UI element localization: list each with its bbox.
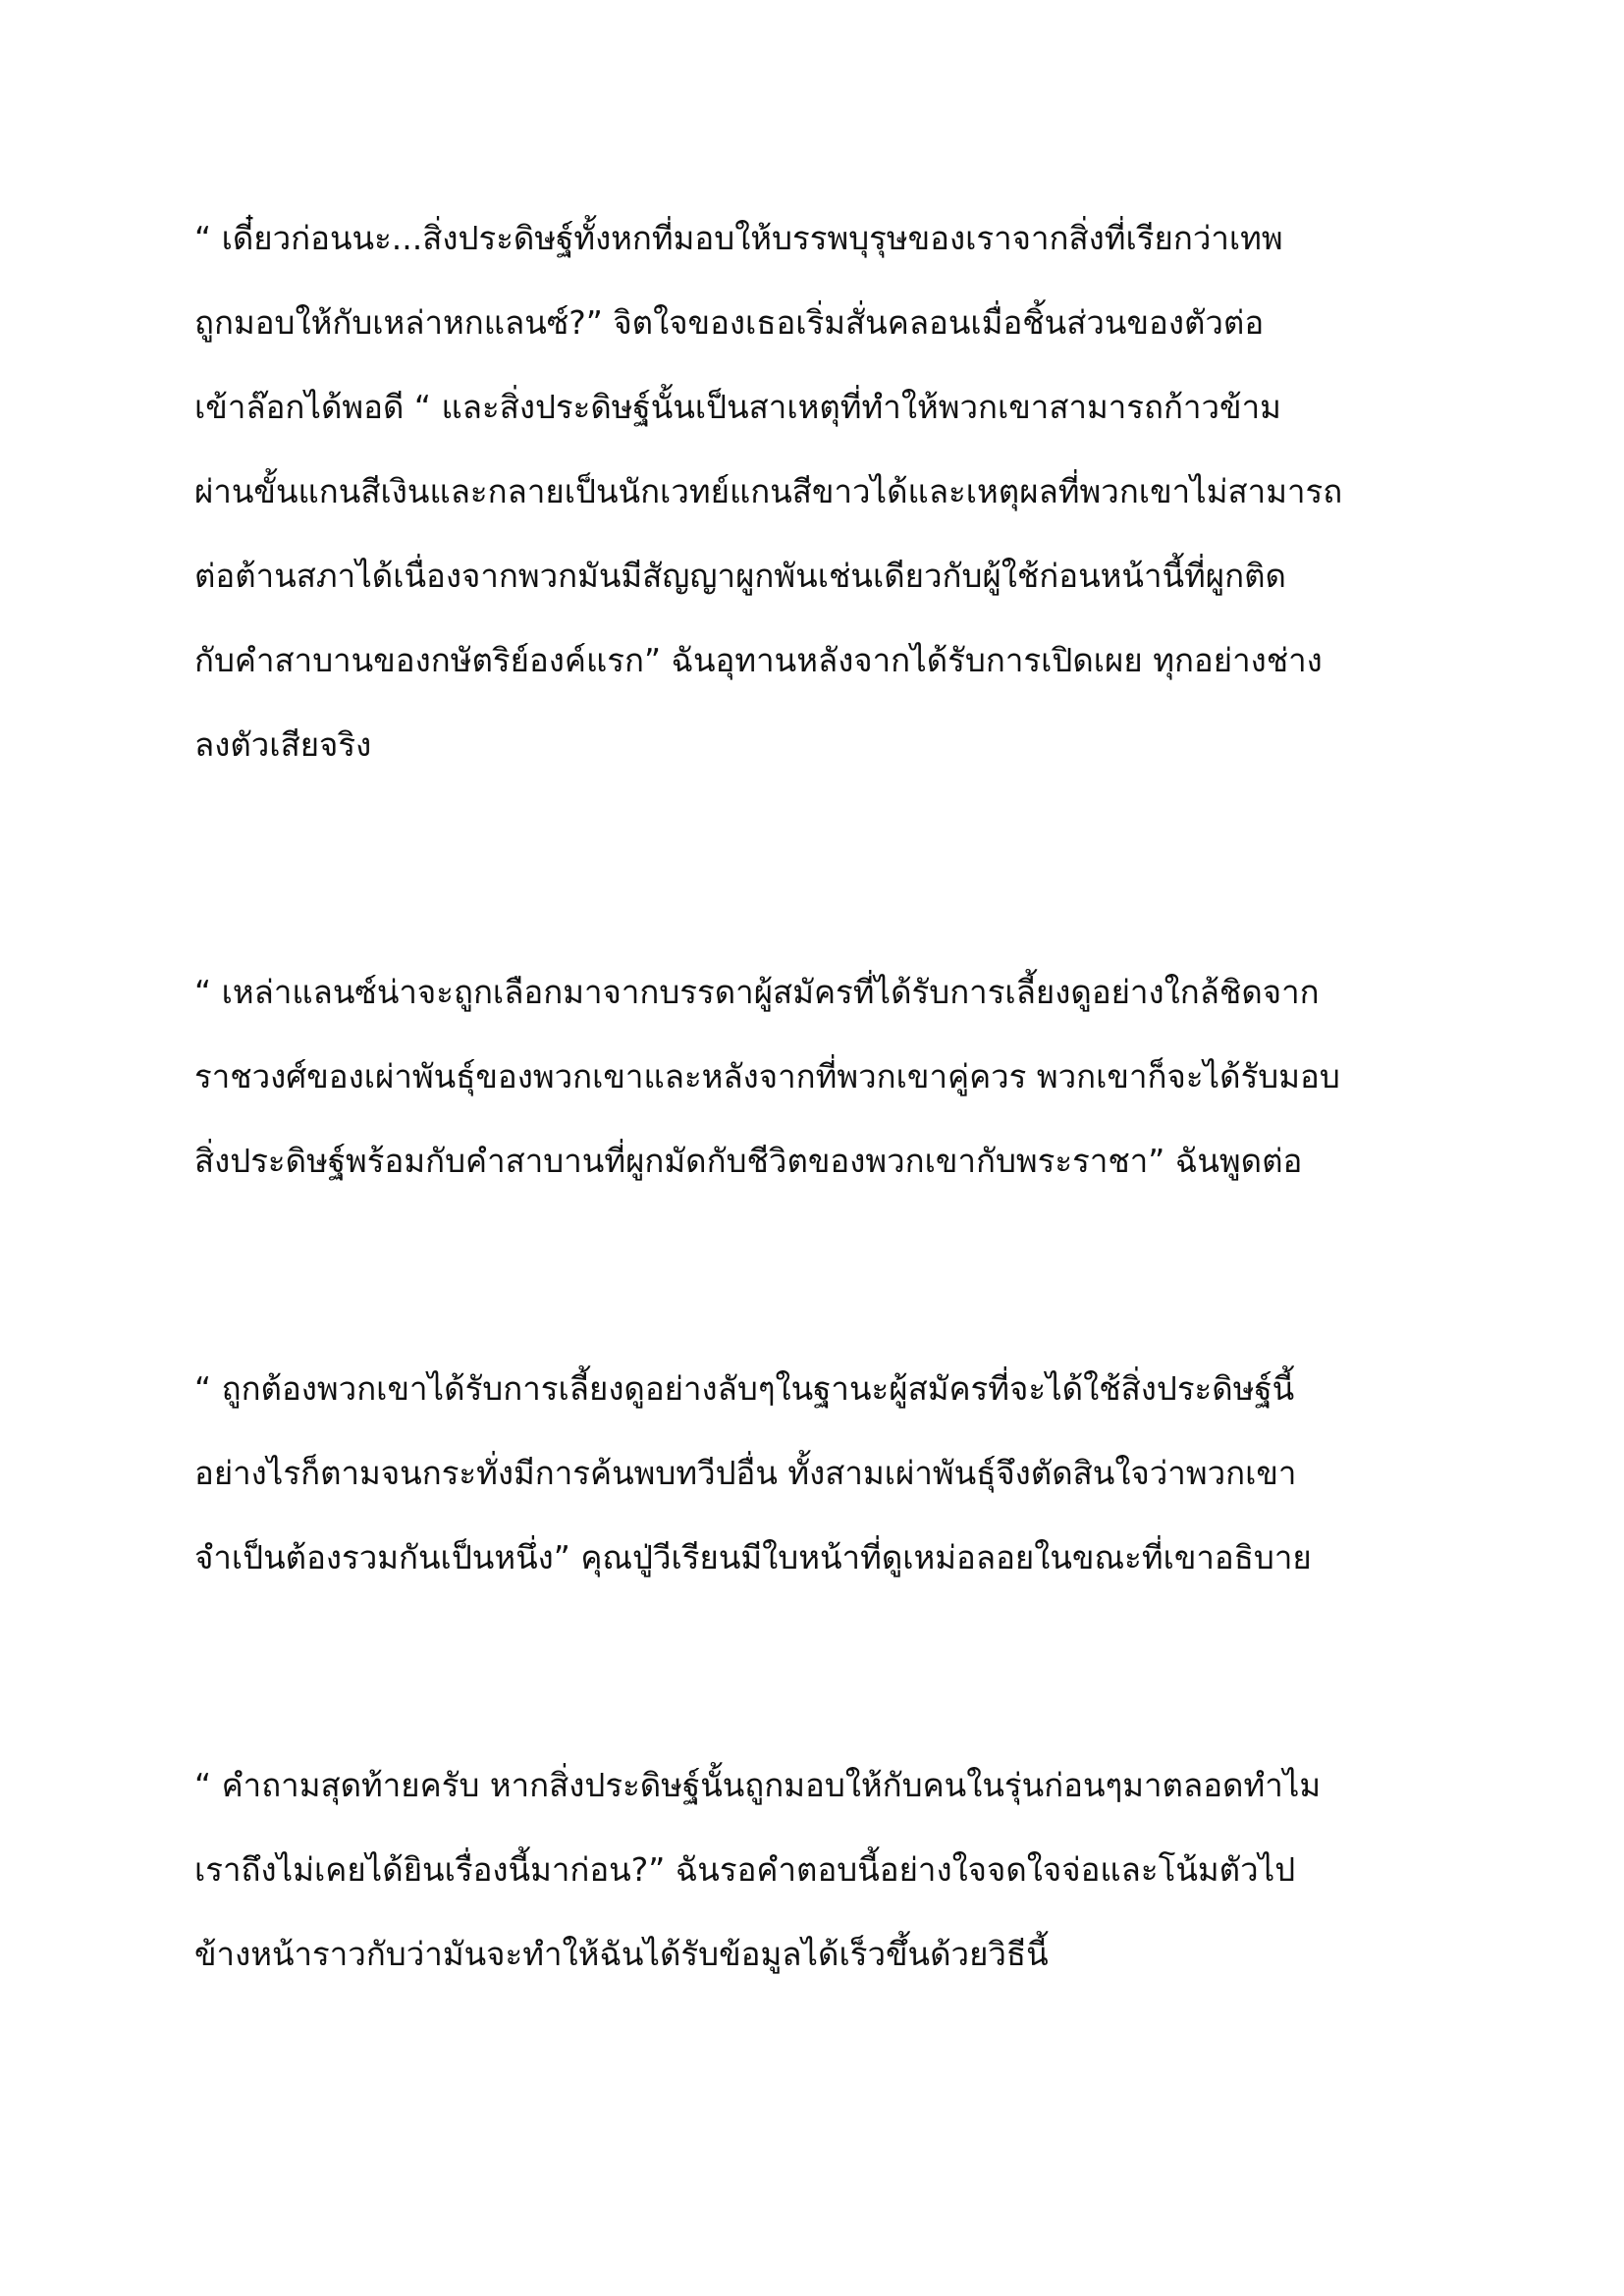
text-line: “ เดี๋ยวก่อนนะ...สิ่งประดิษฐ์ทั้งหกที่มอบให้บรรพบุรุษของเราจากสิ่งที่เรียกว่าเทพ xyxy=(194,219,1283,257)
paragraph-4 xyxy=(194,1743,1471,1997)
text-line: “ คำถามสุดท้ายครับ หากสิ่งประดิษฐ์นั้นถูกมอบให้กับคนในรุ่นก่อนๆมาตลอดทำไม xyxy=(194,1766,1322,1804)
text-line: ราชวงศ์ของเผ่าพันธุ์ของพวกเขาและหลังจากที่พวกเขาคู่ควร พวกเขาก็จะได้รับมอบ xyxy=(194,1057,1340,1095)
text-line: ลงตัวเสียจริง xyxy=(194,725,372,764)
text-line: “ เหล่าแลนซ์น่าจะถูกเลือกมาจากบรรดาผู้สมัครที่ได้รับการเลี้ยงดูอย่างใกล้ชิดจาก xyxy=(194,973,1320,1011)
paragraph-2 xyxy=(194,950,1471,1203)
text-line: ผ่านขั้นแกนสีเงินและกลายเป็นนักเวทย์แกนสีขาวได้และเหตุผลที่พวกเขาไม่สามารถ xyxy=(194,472,1343,510)
text-line: อย่างไรก็ตามจนกระทั่งมีการค้นพบทวีปอื่น ทั้งสามเผ่าพันธุ์จึงตัดสินใจว่าพวกเขา xyxy=(194,1454,1297,1492)
text-line: สิ่งประดิษฐ์พร้อมกับคำสาบานที่ผูกมัดกับชีวิตของพวกเขากับพระราชา” ฉันพูดต่อ xyxy=(194,1142,1303,1180)
text-line: ต่อต้านสภาได้เนื่องจากพวกมันมีสัญญาผูกพันเช่นเดียวกับผู้ใช้ก่อนหน้านี้ที่ผูกติด xyxy=(194,557,1286,595)
text-line: ข้างหน้าราวกับว่ามันจะทำให้ฉันได้รับข้อมูลได้เร็วขึ้นด้วยวิธีนี้ xyxy=(194,1935,1049,1973)
text-line: เข้าล๊อกได้พอดี “ และสิ่งประดิษฐ์นั้นเป็นสาเหตุที่ทำให้พวกเขาสามารถก้าวข้าม xyxy=(194,388,1281,426)
paragraph-3 xyxy=(194,1347,1471,1600)
text-line: เราถึงไม่เคยได้ยินเรื่องนี้มาก่อน?” ฉันรอคำตอบนี้อย่างใจจดใจจ่อและโน้มตัวไป xyxy=(194,1850,1296,1889)
text-line: จำเป็นต้องรวมกันเป็นหนึ่ง” คุณปู่วีเรียนมีใบหน้าที่ดูเหม่อลอยในขณะที่เขาอธิบาย xyxy=(194,1538,1312,1576)
paragraph-1 xyxy=(194,196,1471,787)
text-line: “ ถูกต้องพวกเขาได้รับการเลี้ยงดูอย่างลับๆในฐานะผู้สมัครที่จะได้ใช้สิ่งประดิษฐ์นี้ xyxy=(194,1369,1295,1408)
text-line: ถูกมอบให้กับเหล่าหกแลนซ์?” จิตใจของเธอเริ่มสั่นคลอนเมื่อชิ้นส่วนของตัวต่อ xyxy=(194,303,1265,342)
text-line: กับคำสาบานของกษัตริย์องค์แรก” ฉันอุทานหลังจากได้รับการเปิดเผย ทุกอย่างช่าง xyxy=(194,641,1323,679)
